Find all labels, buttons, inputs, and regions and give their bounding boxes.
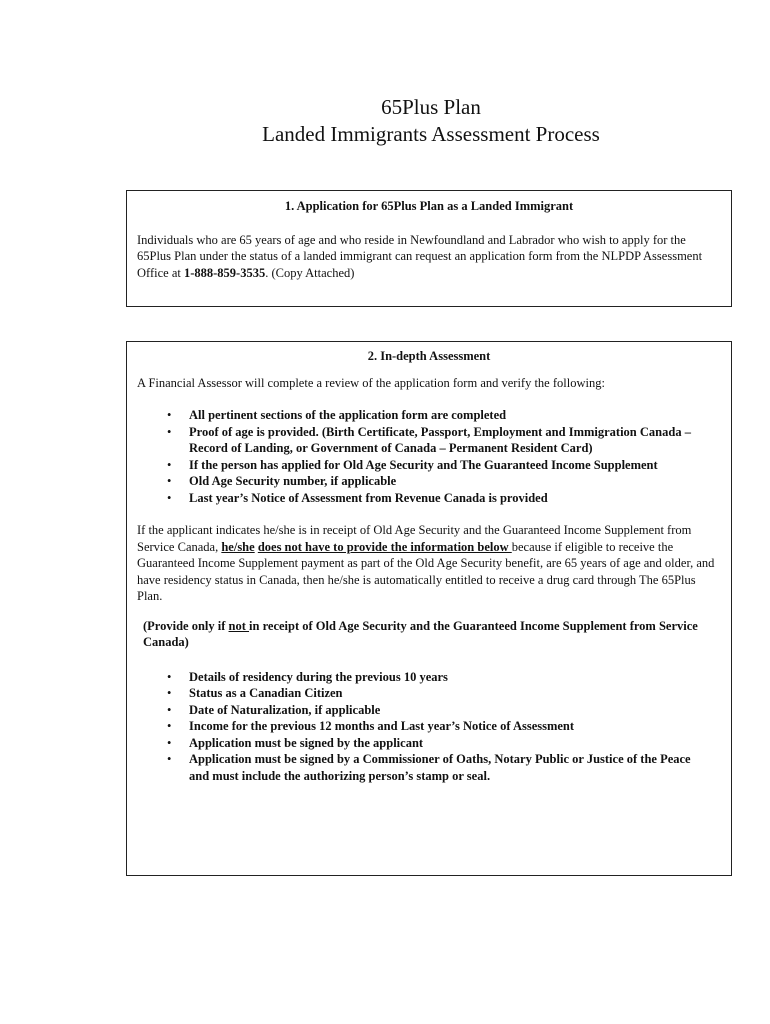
list-item: • If the person has applied for Old Age Security and The Guaranteed Income Supplement (167, 457, 658, 472)
bullet-icon: • (167, 719, 172, 733)
section-application-box (126, 190, 732, 307)
list-item: • Application must be signed by a Commissioner of Oaths, Notary Public or Justice of the Peace and must include the authorizing person’s stamp or seal. (167, 752, 691, 783)
provide-only-note: (Provide only if not in receipt of Old Age Security and the Guaranteed Income Supplement from Service Canada) (143, 618, 698, 649)
section-2-intro: A Financial Assessor will complete a review of the application form and verify the following: (137, 375, 605, 390)
list-item: • Proof of age is provided. (Birth Certificate, Passport, Employment and Immigration Canada – Record of Landing, or Government of Canada – Permanent Resident Card) (167, 424, 691, 455)
bullet-icon: • (167, 669, 172, 684)
document-subtitle: Landed Immigrants Assessment Process (262, 122, 600, 146)
document-title: 65Plus Plan (381, 95, 481, 119)
list-item: • Details of residency during the previous 10 years (167, 669, 448, 684)
list-item: • Status as a Canadian Citizen (167, 686, 343, 700)
list-item: • Income for the previous 12 months and Last year’s Notice of Assessment (167, 719, 575, 733)
not-emphasis: not (228, 618, 250, 633)
list-item: • Date of Naturalization, if applicable (167, 702, 381, 717)
bullet-icon: • (167, 457, 172, 472)
bullet-icon: • (167, 424, 172, 439)
list-item: • Application must be signed by the applicant (167, 735, 424, 750)
section-1-text-end: . (Copy Attached) (265, 265, 355, 280)
section-1-paragraph (127, 232, 731, 282)
section-1-text: Individuals who are 65 years of age and who reside in Newfoundland and Labrador who wish to apply for the 65Plus Plan under the status of a landed immigrant can request an application form from the NLPDP Assessment Office at (137, 232, 703, 280)
exemption-paragraph: If the applicant indicates he/she is in receipt of Old Age Security and the Guaranteed Income Supplement from Service Canada, he/she does not have to provide the information below because if eligible to receive the Guaranteed Income Supplement payment as part of the Old Age Security benefit, are 65 years of age and older, and have residency status in Canada, then he/she is automatically entitled to receive a drug card through The 65Plus Plan. (137, 523, 715, 603)
bullet-icon: • (167, 686, 172, 700)
list-item: • Last year’s Notice of Assessment from Revenue Canada is provided (167, 490, 548, 505)
section-assessment-box (126, 341, 732, 876)
requirements-list (127, 669, 731, 785)
section-1-heading: 1. Application for 65Plus Plan as a Landed Immigrant (284, 199, 574, 213)
he-she-emphasis: he/she (221, 539, 255, 554)
bullet-icon: • (167, 408, 172, 422)
bullet-icon: • (167, 490, 172, 505)
not-required-emphasis: does not have to provide the information below (257, 539, 512, 554)
list-item: • All pertinent sections of the application form are completed (167, 408, 507, 422)
bullet-icon: • (167, 752, 172, 766)
bullet-icon: • (167, 735, 172, 750)
phone-number: 1-888-859-3535 (183, 265, 266, 280)
list-item: • Old Age Security number, if applicable (167, 474, 397, 488)
bullet-icon: • (167, 474, 172, 488)
section-2-heading: 2. In-depth Assessment (367, 349, 491, 363)
verification-checklist (127, 407, 731, 506)
bullet-icon: • (167, 702, 172, 717)
